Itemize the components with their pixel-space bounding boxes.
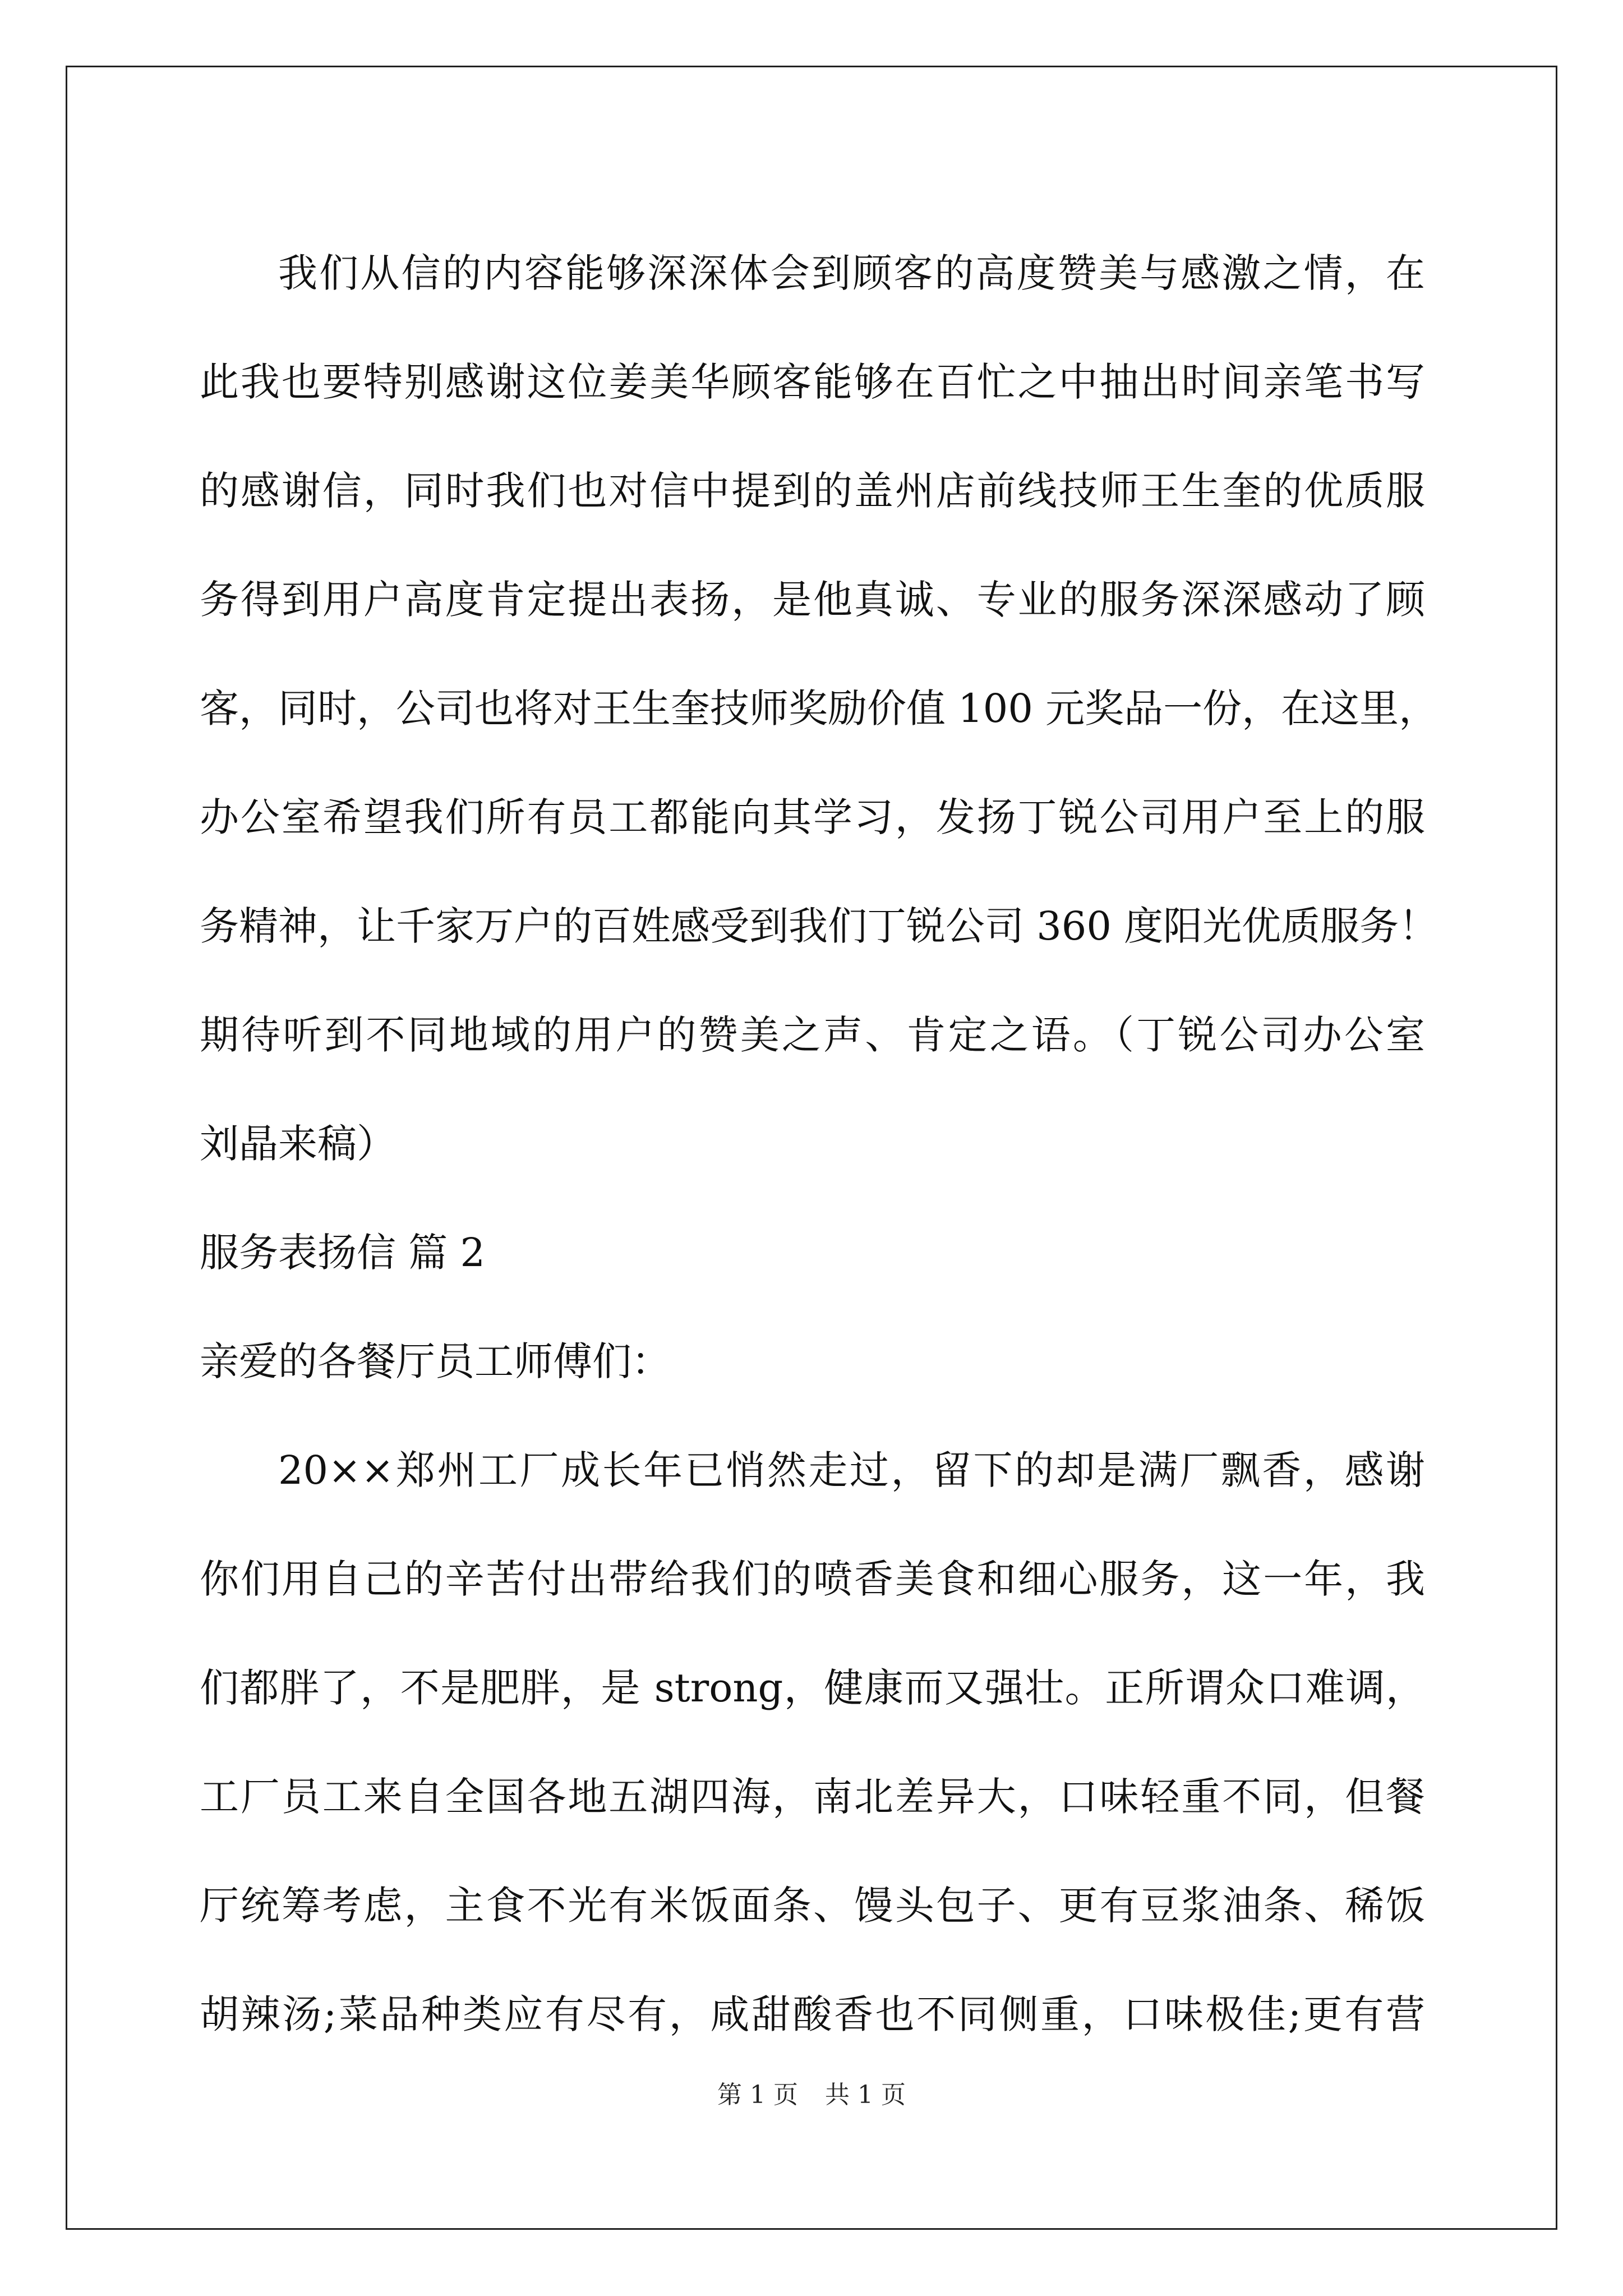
paragraph-line: 此我也要特别感谢这位姜美华顾客能够在百忙之中抽出时间亲笔书写 xyxy=(200,359,1425,405)
paragraph-line: 们都胖了，不是肥胖，是 strong，健康而又强壮。正所谓众口难调， xyxy=(200,1665,1425,1711)
paragraph-line: 刘晶来稿） xyxy=(200,1121,396,1167)
paragraph-line: 务精神，让千家万户的百姓感受到我们丁锐公司 360 度阳光优质服务！ xyxy=(200,903,1438,949)
paragraph-line: 我们从信的内容能够深深体会到顾客的高度赞美与感激之情，在 xyxy=(278,250,1425,296)
paragraph-line: 厅统筹考虑，主食不光有米饭面条、馒头包子、更有豆浆油条、稀饭 xyxy=(200,1883,1425,1929)
paragraph-line: 工厂员工来自全国各地五湖四海，南北差异大，口味轻重不同，但餐 xyxy=(200,1774,1425,1820)
paragraph-line: 期待听到不同地域的用户的赞美之声、肯定之语。（丁锐公司办公室 xyxy=(200,1012,1425,1058)
page-footer xyxy=(0,2078,1623,2112)
paragraph-line: 客，同时，公司也将对王生奎技师奖励价值 100 元奖品一份，在这里， xyxy=(200,685,1438,731)
paragraph-line: 务得到用户高度肯定提出表扬，是他真诚、专业的服务深深感动了顾 xyxy=(200,577,1425,623)
section-heading: 服务表扬信 篇 2 xyxy=(200,1230,486,1276)
paragraph-line: 胡辣汤;菜品种类应有尽有，咸甜酸香也不同侧重，口味极佳;更有营 xyxy=(200,1991,1425,2037)
paragraph-line: 20××郑州工厂成长年已悄然走过，留下的却是满厂飘香，感谢 xyxy=(278,1447,1425,1493)
page-total: 共 1 页 xyxy=(825,2081,906,2109)
salutation: 亲爱的各餐厅员工师傅们： xyxy=(200,1338,671,1384)
paragraph-line: 办公室希望我们所有员工都能向其学习，发扬丁锐公司用户至上的服 xyxy=(200,794,1425,840)
page-number: 第 1 页 xyxy=(717,2081,798,2109)
paragraph-line: 的感谢信，同时我们也对信中提到的盖州店前线技师王生奎的优质服 xyxy=(200,468,1425,514)
paragraph-line: 你们用自己的辛苦付出带给我们的喷香美食和细心服务，这一年，我 xyxy=(200,1556,1425,1602)
document-body xyxy=(200,219,1438,2069)
